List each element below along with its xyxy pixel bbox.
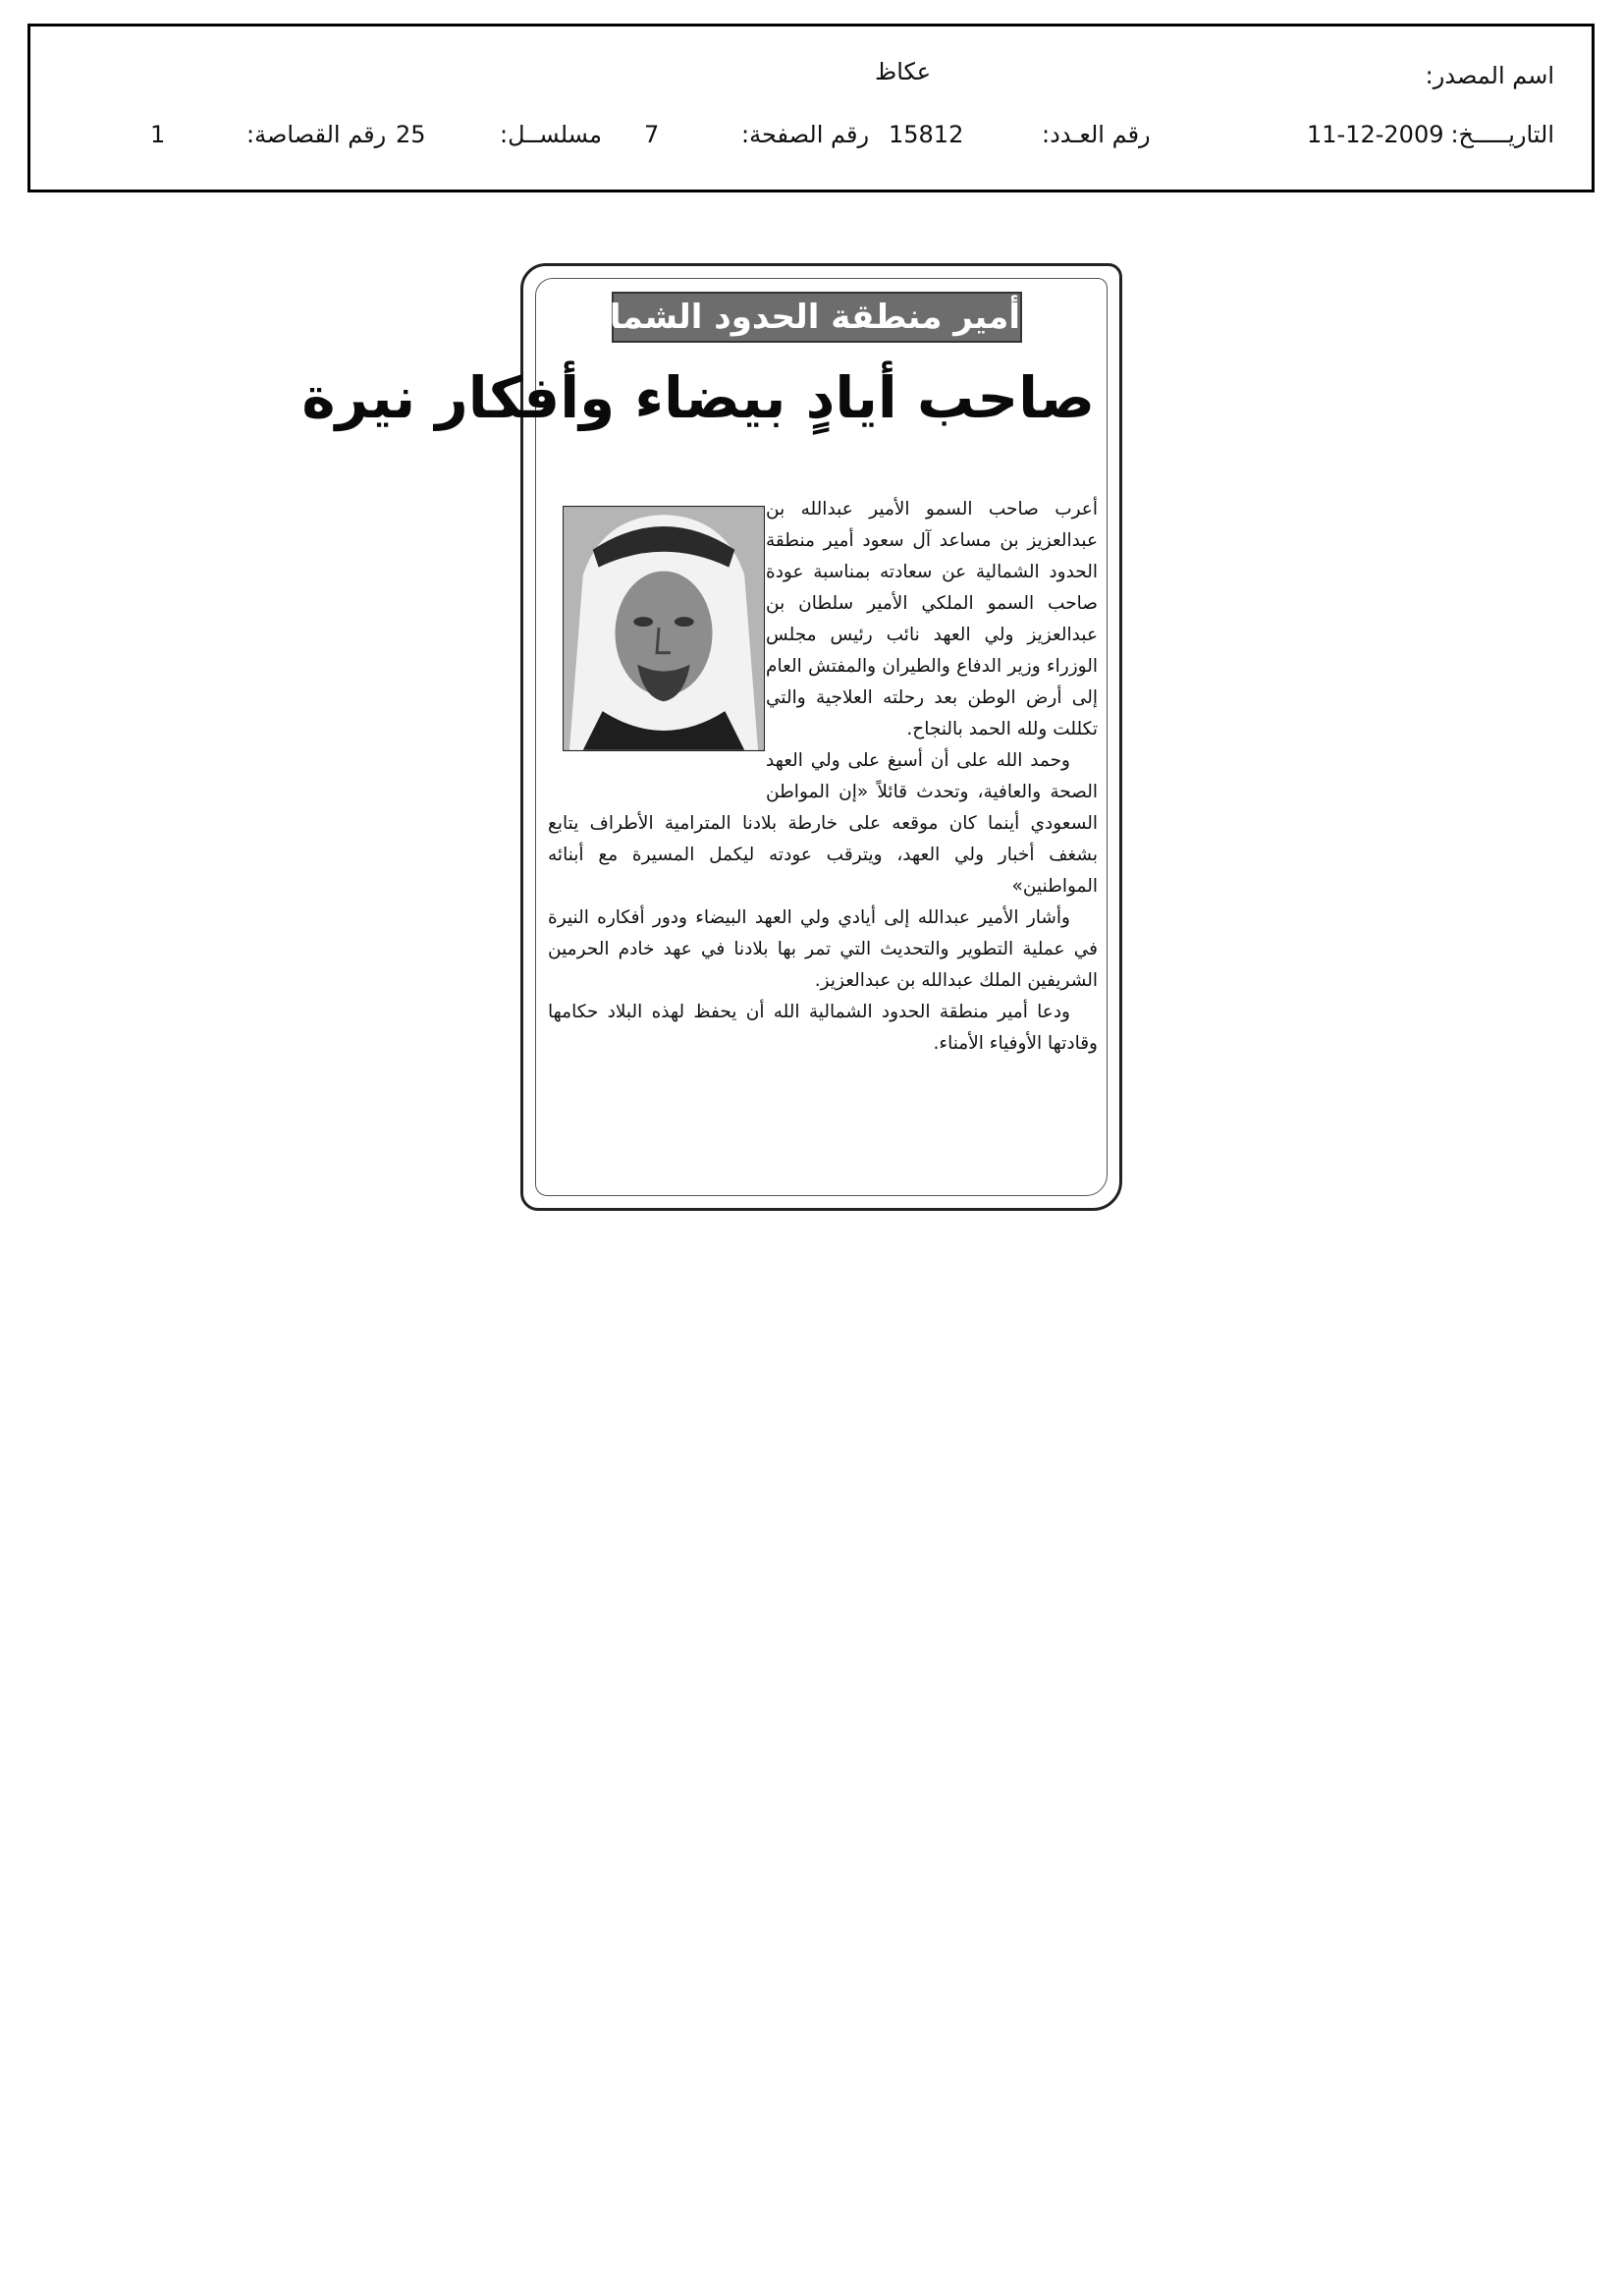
article-kicker: أمير منطقة الحدود الشمالية:	[612, 292, 1022, 343]
date-label: التاريـــــخ:	[1450, 121, 1554, 148]
page-label: رقم الصفحة:	[741, 121, 870, 148]
serial-label: مسلســل:	[500, 121, 602, 148]
article-body	[548, 494, 1098, 1060]
metadata-header	[27, 24, 1595, 192]
article-paragraph: وحمد الله على أن أسبغ على ولي العهد الصحة والعافية، وتحدث قائلاً «إن المواطن السعودي أينما كان موقعه على خارطة بلادنا المترامية الأطراف يتابع بشغف أخبار ولي العهد، ويترقب عودته ليكمل المسيرة مع أبنائه المواطنين»	[548, 750, 1098, 897]
issue-value: 15812	[889, 121, 964, 148]
date-value: 11-12-2009	[1307, 121, 1444, 148]
article-paragraph: وأشار الأمير عبدالله إلى أيادي ولي العهد البيضاء ودور أفكاره النيرة في عملية التطوير والتحديث التي تمر بها بلادنا في عهد خادم الحرمين الشريفين الملك عبدالله بن عبدالعزيز.	[548, 907, 1098, 991]
article-headline: صاحب أيادٍ بيضاء وأفكار نيرة	[301, 364, 1095, 431]
article-paragraph: أعرب صاحب السمو الأمير عبدالله بن عبدالعزيز بن مساعد آل سعود أمير منطقة الحدود الشمالية عن سعادته بمناسبة عودة صاحب السمو الملكي الأمير سلطان بن عبدالعزيز ولي العهد نائب رئيس مجلس الوزراء وزير الدفاع والطيران والمفتش العام إلى أرض الوطن بعد رحلته العلاجية والتي تكللت ولله الحمد بالنجاح.	[766, 499, 1098, 739]
page-value: 7	[644, 121, 660, 148]
serial-value: 25	[396, 121, 426, 148]
clipping-label: رقم القصاصة:	[246, 121, 387, 148]
article-paragraph: ودعا أمير منطقة الحدود الشمالية الله أن يحفظ لهذه البلاد حكامها وقادتها الأوفياء الأمناء.	[548, 1002, 1098, 1054]
issue-label: رقم العـدد:	[1042, 121, 1151, 148]
source-value: عكاظ	[875, 58, 932, 85]
source-label: اسم المصدر:	[1425, 62, 1554, 89]
clipping-value: 1	[150, 121, 166, 148]
newspaper-clipping	[301, 263, 1122, 1211]
